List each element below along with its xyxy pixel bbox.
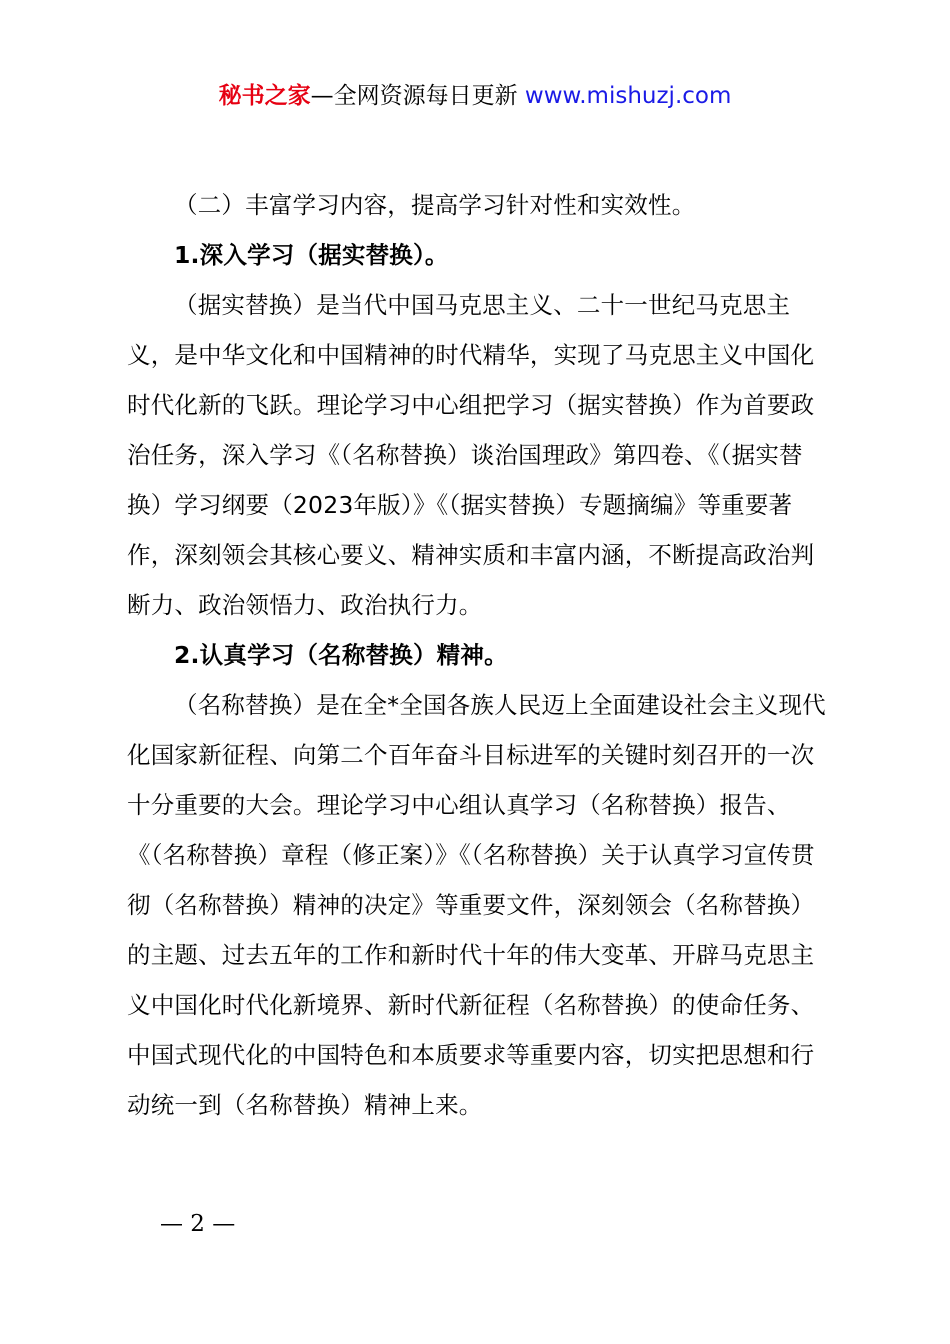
paragraph-earnest-study: （名称替换）是在全*全国各族人民迈上全面建设社会主义现代化国家新征程、向第二个百年奋斗目标进军的关键时刻召开的一次十分重要的大会。理论学习中心组认真学习（名称替换）报告、《（名称替换）章程（修正案）》《（名称替换）关于认真学习宣传贯彻（名称替换）精神的决定》等重要文件，深刻领会（名称替换）的主题、过去五年的工作和新时代十年的伟大变革、开辟马克思主义中国化时代化新境界、新时代新征程（名称替换）的使命任务、中国式现代化的中国特色和本质要求等重要内容，切实把思想和行动统一到（名称替换）精神上来。 bbox=[127, 691, 826, 1119]
brand-name: 秘书之家 bbox=[218, 83, 311, 109]
document-body bbox=[127, 180, 835, 1130]
heading-earnest-study: 2.认真学习（名称替换）精神。 bbox=[174, 641, 508, 669]
page-header bbox=[0, 80, 950, 112]
page-number: — 2 — bbox=[160, 1211, 236, 1237]
site-url-link[interactable]: www.mishuzj.com bbox=[524, 83, 732, 109]
section-title: （二）丰富学习内容，提高学习针对性和实效性。 bbox=[174, 191, 696, 219]
heading-deep-study: 1.深入学习（据实替换）。 bbox=[174, 241, 449, 269]
paragraph-deep-study: （据实替换）是当代中国马克思主义、二十一世纪马克思主义，是中华文化和中国精神的时代精华，实现了马克思主义中国化时代化新的飞跃。理论学习中心组把学习（据实替换）作为首要政治任务，深入学习《（名称替换）谈治国理政》第四卷、《（据实替换）学习纲要（2023年版）》《（据实替换）专题摘编》等重要著作，深刻领会其核心要义、精神实质和丰富内涵，不断提高政治判断力、政治领悟力、政治执行力。 bbox=[127, 291, 815, 619]
header-tagline: —全网资源每日更新 bbox=[310, 83, 525, 109]
